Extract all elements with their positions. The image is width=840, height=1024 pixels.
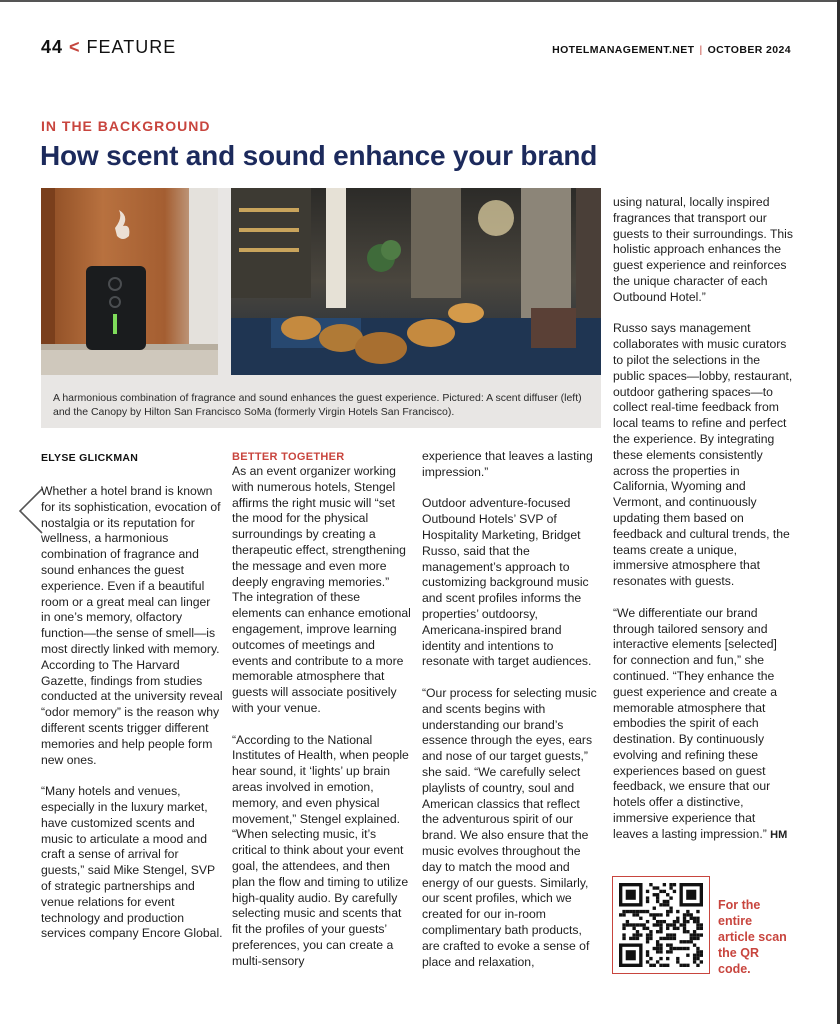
subhead-better-together: BETTER TOGETHER [232, 451, 345, 463]
folio-chevron: < [69, 37, 81, 57]
top-border [0, 0, 840, 2]
paragraph: Outdoor adventure-focused Outbound Hotels’ SVP of Hospitality Marketing, Bridget Russo, said that the management’s approach to customizing background music and scent profiles informs the properties’ outdoorsy, Americana-inspired brand identity and intentions to resonate with target audiences. [422, 496, 592, 669]
body-column-2 [232, 464, 412, 985]
hotel-lobby-photo [231, 188, 601, 375]
paragraph-final [613, 606, 793, 844]
paragraph: Whether a hotel brand is known for its sophistication, evocation of nostalgia or its reputation for wellness, a harmonious combination of fragrance and sound enhances the guest experience. Even if a beautiful room or a great meal can linger in one’s memory, olfactory function—the sense of smell—is most directly linked with memory. According to The Harvard Gazette, findings from studies conducted at the university reveal “odor memory” is the reason why different scents trigger different memories and help people form new ones. [41, 484, 223, 767]
photo-caption: A harmonious combination of fragrance and sound enhances the guest experience. Pictured: A scent diffuser (left) and the Canopy by Hilton San Francisco SoMa (formerly Virgin Hotels San Francisco). [53, 392, 582, 418]
body-column-4 [613, 195, 793, 859]
byline: ELYSE GLICKMAN [41, 452, 139, 464]
body-column-1 [41, 484, 223, 958]
end-mark: HM [770, 828, 788, 841]
masthead [552, 44, 791, 56]
paragraph: experience that leaves a lasting impression.” [422, 449, 593, 479]
qr-code-graphic [619, 883, 703, 967]
issue-date: OCTOBER 2024 [707, 44, 791, 56]
article-headline: How scent and sound enhance your brand [40, 140, 598, 171]
page-folio [41, 37, 176, 58]
body-column-3 [422, 449, 598, 986]
masthead-separator: | [699, 44, 703, 56]
paragraph: As an event organizer working with numerous hotels, Stengel affirms the right music will “set the mood for the physical surroundings by creating a therapeutic effect, strengthening the message and even more deeply engraving memories.” The integration of these elements can enhance emotional engagement, improve learning outcomes of meetings and events and contribute to a more memorable atmosphere that guests will associate positively with your venue. [232, 464, 411, 715]
section-label: FEATURE [86, 37, 177, 57]
paragraph: using natural, locally inspired fragrances that transport our guests to their surroundings. This holistic approach enhances the guest experience and reinforces the unique character of each Outbound Hotel.” [613, 195, 793, 304]
paragraph: “Many hotels and venues, especially in the luxury market, have customized scents and music to articulate a mood and craft a sense of arrival for guests,” said Mike Stengel, SVP of strategic partnerships and venue relations for event technology and production services company Encore Global. [41, 784, 223, 941]
paragraph-final-text: “We differentiate our brand through tailored sensory and interactive elements [selected] for connection and fun,” she continued. “They enhance the guest experience and create a memorable atmosphere that embodies the spirit of each destination. By continuously evolving and refining these experiences based on guest feedback, we ensure that our hotels offer a distinctive, immersive experience that leaves a lasting impression.” [613, 605, 777, 841]
paragraph: “According to the National Institutes of Health, when people hear sound, it ‘lights’ up brain areas involved in emotion, memory, and even physical movement,” Stengel explained. “When selecting music, it’s critical to think about your event goal, the attendees, and then plan the flow and timing to utilize high-quality audio. By carefully selecting music and scents that fit the profiles of your guests’ preferences, you can create a multi-sensory [232, 732, 409, 968]
scent-diffuser-photo [41, 188, 218, 375]
paragraph: “Our process for selecting music and scents begins with understanding our brand’s essence through the eyes, ears and nose of our target guests,” she said. “We carefully select playlists of country, soul and American classics that reflect the adventurous spirit of our brand. We also ensure that the music evolves throughout the day to match the mood and energy of our guests. Similarly, our scent profiles, which we created for our in-room complimentary bath products, are crafted to evoke a sense of place and relaxation, [422, 685, 597, 969]
publication-name: HOTELMANAGEMENT.NET [552, 44, 695, 56]
article-kicker: IN THE BACKGROUND [41, 118, 211, 134]
paragraph: Russo says management collaborates with music curators to pilot the selections in the public spaces—lobby, restaurant, outdoor gathering spaces—to collect real-time feedback from local teams to refine and perfect the experience. By integrating these elements consistently across the properties in California, Wyoming and Vermont, and continuously updating them based on feedback and cultural trends, the teams create a unique, immersive atmosphere that resonates with guests. [613, 321, 793, 589]
qr-code-icon[interactable] [612, 876, 710, 974]
page-number: 44 [41, 37, 64, 57]
qr-prompt: For the entire article scan the QR code. [718, 898, 787, 976]
